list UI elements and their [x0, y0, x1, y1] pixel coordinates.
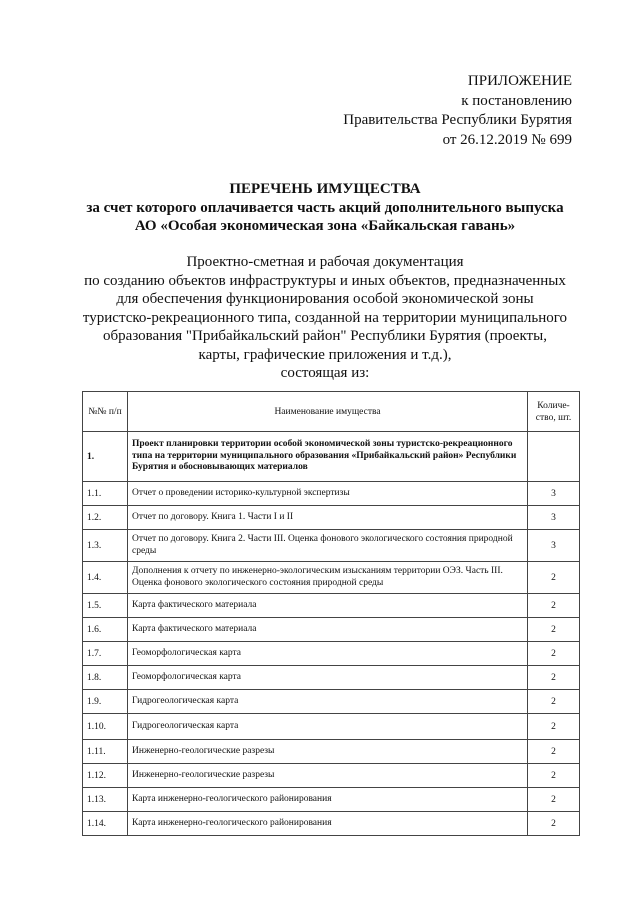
- row-number: 1.8.: [83, 666, 128, 690]
- government-name: Правительства Республики Бурятия: [343, 112, 572, 128]
- table-row: [83, 432, 580, 482]
- row-quantity: 3: [528, 506, 580, 530]
- table-row: [83, 764, 580, 788]
- row-number: 1.: [83, 432, 128, 482]
- row-name: Отчет по договору. Книга 2. Части III. Оценка фонового экологического состояния природной среды: [128, 530, 528, 562]
- table-row: [83, 666, 580, 690]
- row-quantity: 2: [528, 690, 580, 714]
- table-row: [83, 530, 580, 562]
- row-name: Инженерно-геологические разрезы: [128, 764, 528, 788]
- row-quantity: 2: [528, 764, 580, 788]
- row-quantity: 2: [528, 740, 580, 764]
- row-quantity: 2: [528, 666, 580, 690]
- row-quantity: 3: [528, 482, 580, 506]
- header-num: №№ п/п: [83, 392, 128, 432]
- row-quantity: [528, 432, 580, 482]
- row-number: 1.3.: [83, 530, 128, 562]
- row-quantity: 2: [528, 714, 580, 740]
- description-line: для обеспечения функционирования особой экономической зоны: [116, 291, 534, 307]
- title-sub: за счет которого оплачивается часть акций дополнительного выпуска: [86, 199, 564, 216]
- row-number: 1.2.: [83, 506, 128, 530]
- row-name: Отчет по договору. Книга 1. Части I и II: [128, 506, 528, 530]
- row-number: 1.1.: [83, 482, 128, 506]
- document-title: [60, 180, 590, 236]
- row-number: 1.14.: [83, 812, 128, 836]
- description-line: карты, графические приложения и т.д.),: [198, 346, 452, 363]
- table-row: [83, 482, 580, 506]
- table-row: [83, 788, 580, 812]
- title-main: ПЕРЕЧЕНЬ ИМУЩЕСТВА: [229, 181, 421, 197]
- description-line: по созданию объектов инфраструктуры и иных объектов, предназначенных: [84, 272, 566, 289]
- row-quantity: 3: [528, 530, 580, 562]
- row-name: Карта фактического материала: [128, 618, 528, 642]
- table-row: [83, 812, 580, 836]
- row-number: 1.9.: [83, 690, 128, 714]
- row-number: 1.11.: [83, 740, 128, 764]
- table-row: [83, 506, 580, 530]
- description-line: образования "Прибайкальский район" Республики Бурятия (проекты,: [103, 328, 547, 344]
- decree-date-number: от 26.12.2019 № 699: [442, 131, 572, 148]
- row-name: Отчет о проведении историко-культурной экспертизы: [128, 482, 528, 506]
- row-number: 1.4.: [83, 562, 128, 594]
- table-row: [83, 594, 580, 618]
- description-line: туристско-рекреационного типа, созданной на территории муниципального: [82, 309, 568, 326]
- row-quantity: 2: [528, 788, 580, 812]
- row-name: Гидрогеологическая карта: [128, 714, 528, 740]
- appendix-header: [343, 72, 572, 150]
- table-row: [83, 740, 580, 764]
- row-number: 1.6.: [83, 618, 128, 642]
- header-qty: Количе-ство, шт.: [528, 392, 580, 432]
- row-name: Геоморфологическая карта: [128, 642, 528, 666]
- row-name: Карта инженерно-геологического районирования: [128, 812, 528, 836]
- row-number: 1.13.: [83, 788, 128, 812]
- row-quantity: 2: [528, 562, 580, 594]
- row-number: 1.5.: [83, 594, 128, 618]
- row-name: Карта фактического материала: [128, 594, 528, 618]
- row-name: Инженерно-геологические разрезы: [128, 740, 528, 764]
- table-row: [83, 562, 580, 594]
- row-name: Карта инженерно-геологического районирования: [128, 788, 528, 812]
- decree-ref: к постановлению: [461, 92, 572, 109]
- row-quantity: 2: [528, 594, 580, 618]
- appendix-label: ПРИЛОЖЕНИЕ: [467, 73, 572, 89]
- table-row: [83, 690, 580, 714]
- row-quantity: 2: [528, 642, 580, 666]
- row-number: 1.10.: [83, 714, 128, 740]
- description-line: Проектно-сметная и рабочая документация: [186, 254, 464, 270]
- row-name: Геоморфологическая карта: [128, 666, 528, 690]
- title-company: АО «Особая экономическая зона «Байкальская гавань»: [134, 218, 516, 234]
- table-header-row: [83, 392, 580, 432]
- description-line: состоящая из:: [280, 365, 370, 381]
- property-table: [82, 391, 580, 836]
- header-name: Наименование имущества: [128, 392, 528, 432]
- table-row: [83, 642, 580, 666]
- table-row: [83, 618, 580, 642]
- description: [60, 253, 590, 383]
- table-row: [83, 714, 580, 740]
- row-quantity: 2: [528, 618, 580, 642]
- row-quantity: 2: [528, 812, 580, 836]
- row-number: 1.7.: [83, 642, 128, 666]
- row-name: Проект планировки территории особой экономической зоны туристско-рекреационного типа на территории муниципального образования «Прибайкальский район» Республики Бурятия и обосновывающих материалов: [128, 432, 528, 482]
- row-number: 1.12.: [83, 764, 128, 788]
- row-name: Гидрогеологическая карта: [128, 690, 528, 714]
- row-name: Дополнения к отчету по инженерно-экологическим изысканиям территории ОЭЗ. Часть III. Оценка фонового экологического состояния природной среды: [128, 562, 528, 594]
